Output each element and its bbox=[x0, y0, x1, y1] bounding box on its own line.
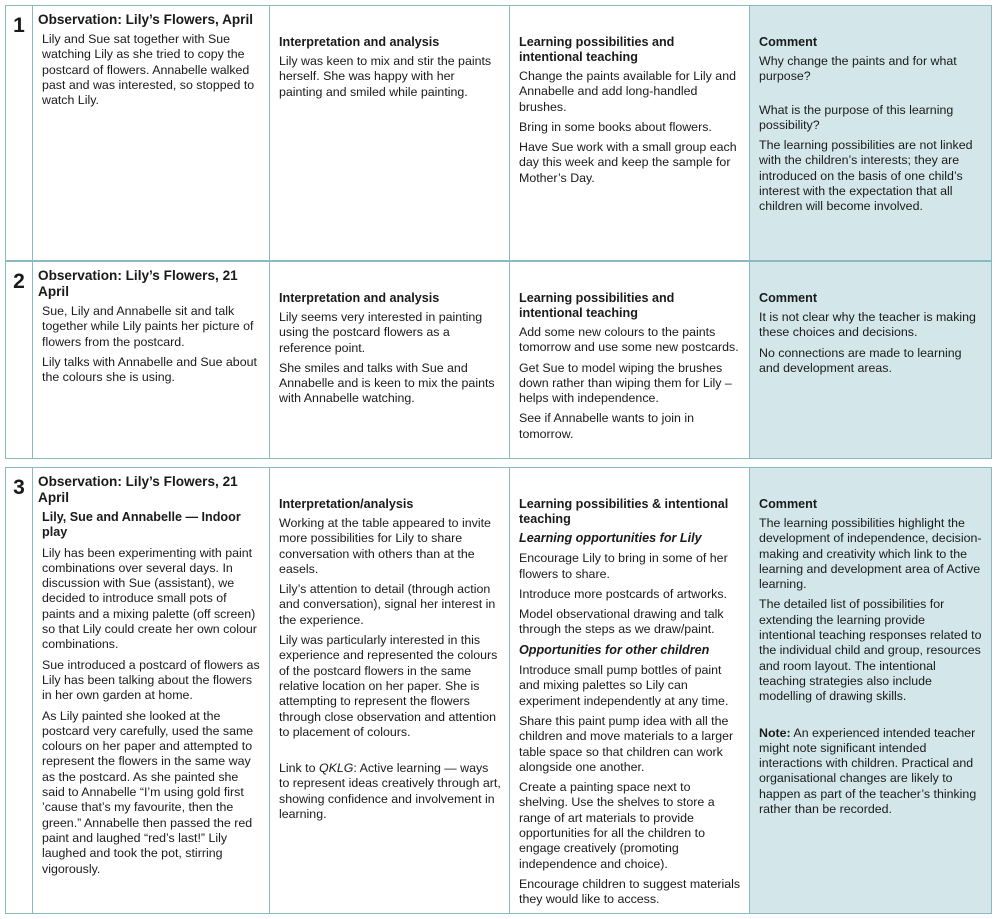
learning-text: Change the paints available for Lily and Annabelle and add long-handled brushes. bbox=[519, 69, 736, 114]
learning-text: Introduce more postcards of artworks. bbox=[519, 586, 727, 601]
interpretation-cell bbox=[270, 468, 510, 913]
learning-text: Model observational drawing and talk through the steps as we draw/paint. bbox=[519, 607, 724, 637]
comment-text: The detailed list of possibilities for extending the learning provide intentional teaching responses related to the individual child and group, resources and room layout. The intentional teaching strategies also include modelling of drawing skills. bbox=[759, 597, 982, 704]
comment-text: Why change the paints and for what purpose? bbox=[759, 54, 957, 84]
comment-note bbox=[759, 726, 983, 818]
observation-cell bbox=[33, 262, 270, 458]
observation-cell bbox=[33, 468, 270, 913]
interpretation-heading: Interpretation and analysis bbox=[279, 35, 440, 49]
learning-text: Create a painting space next to shelving. Use the shelves to store a range of art materials to provide opportunities for all the children to engage creatively (promoting independence and choice). bbox=[519, 780, 715, 871]
observation-text: Lily and Sue sat together with Sue watching Lily as she tried to copy the postcard of flowers. Annabelle walked past and was interested, so stopped to watch Lily. bbox=[42, 32, 255, 108]
learning-text: Bring in some books about flowers. bbox=[519, 119, 712, 134]
comment-text: No connections are made to learning and development areas. bbox=[759, 345, 962, 375]
interpretation-text: Lily seems very interested in painting using the postcard flowers as a reference point. bbox=[279, 310, 483, 355]
learning-text: Share this paint pump idea with all the children and move materials to a larger table space so that children can work alongside one another. bbox=[519, 713, 734, 774]
row-1 bbox=[5, 5, 992, 261]
observation-subheading: Lily, Sue and Annabelle — Indoor play bbox=[42, 510, 241, 540]
interpretation-cell bbox=[270, 262, 510, 458]
row-2 bbox=[5, 261, 992, 459]
learning-text: Introduce small pump bottles of paint and mixing palettes so Lily can experiment independently at any time. bbox=[519, 663, 729, 708]
learning-subheading: Opportunities for other children bbox=[519, 642, 710, 657]
learning-text: Have Sue work with a small group each day this week and keep the sample for Mother’s Day. bbox=[519, 140, 737, 185]
comment-cell bbox=[750, 468, 991, 913]
observation-title: Observation: Lily’s Flowers, 21 April bbox=[38, 474, 238, 505]
comment-heading: Comment bbox=[759, 497, 818, 511]
comment-cell bbox=[750, 262, 991, 458]
learning-cell bbox=[510, 6, 750, 260]
learning-cell bbox=[510, 468, 750, 913]
row-number: 3 bbox=[6, 468, 33, 913]
learning-text: Encourage children to suggest materials they would like to access. bbox=[519, 876, 741, 907]
observation-text: Sue, Lily and Annabelle sit and talk together while Lily paints her picture of flowers from the postcard. bbox=[42, 304, 254, 349]
interpretation-text: She smiles and talks with Sue and Annabelle and is keen to mix the paints with Annabelle watching. bbox=[279, 360, 495, 406]
observation-title: Observation: Lily’s Flowers, 21 April bbox=[38, 268, 238, 299]
observation-text: As Lily painted she looked at the postcard very carefully, used the same colours on her paper and attempted to represent the flowers in the same way as the postcard. As she painted she said to Annabelle “I’m using gold first ’cause that’s my favourite, then the green.” Annabelle then passed the red paint and laughed “red’s last!” Lily laughed and took the pot, stirring vigorously. bbox=[42, 708, 254, 876]
learning-text: Encourage Lily to bring in some of her flowers to share. bbox=[519, 551, 728, 581]
learning-heading: Learning possibilities and intentional teaching bbox=[519, 291, 675, 320]
qklg-link-text bbox=[279, 761, 501, 822]
interpretation-text: Lily was particularly interested in this experience and represented the colours of the postcard flowers in the same relative location on her paper. She is attempting to represent the flowers through close observation and attention to placement of colours. bbox=[279, 633, 498, 739]
learning-text: Add some new colours to the paints tomorrow and use some new postcards. bbox=[519, 325, 739, 355]
learning-text: See if Annabelle wants to join in tomorrow. bbox=[519, 411, 694, 441]
interpretation-text: Lily was keen to mix and stir the paints herself. She was happy with her painting and smiled while painting. bbox=[279, 54, 492, 99]
observation-text: Lily has been experimenting with paint combinations over several days. In discussion with Sue (assistant), we decided to introduce small pots of paints and a mixing palette (off screen) so that Lily could create her own colour combinations. bbox=[42, 545, 257, 652]
observation-text: Lily talks with Annabelle and Sue about the colours she is using. bbox=[42, 354, 257, 385]
learning-cell bbox=[510, 262, 750, 458]
row-3 bbox=[5, 467, 992, 914]
interpretation-heading: Interpretation and analysis bbox=[279, 291, 440, 305]
comment-text: The learning possibilities are not linked with the children’s interests; they are introduced on the basis of one child’s interest with the expectation that all children will become involved. bbox=[759, 138, 973, 214]
observation-cell bbox=[33, 6, 270, 260]
row-number: 1 bbox=[6, 6, 33, 260]
comment-heading: Comment bbox=[759, 291, 818, 305]
comment-text: The learning possibilities highlight the development of independence, decision-making and creativity which link to the learning and development area of Active learning. bbox=[759, 516, 982, 592]
learning-text: Get Sue to model wiping the brushes down rather than wiping them for Lily – helps with independence. bbox=[519, 360, 732, 406]
comment-cell bbox=[750, 6, 991, 260]
note-text: An experienced intended teacher might note significant intended interactions with children. Practical and organisational changes are likely to happen as part of the teacher’s thinking rather than be recorded. bbox=[759, 725, 977, 817]
link-prefix: Link to bbox=[279, 761, 319, 776]
comment-text: What is the purpose of this learning possibility? bbox=[759, 102, 954, 132]
observation-title: Observation: Lily’s Flowers, April bbox=[38, 12, 254, 27]
link-text: : Active learning — ways to represent ideas creatively through art, showing confidence and involvement in learning. bbox=[279, 761, 501, 822]
interpretation-text: Working at the table appeared to invite more possibilities for Lily to share conversation with others than at the easels. bbox=[279, 516, 491, 576]
observation-text: Sue introduced a postcard of flowers as Lily has been talking about the flowers in her own garden at home. bbox=[42, 657, 260, 703]
interpretation-text: Lily’s attention to detail (through action and conversation), signal her interest in the experience. bbox=[279, 582, 496, 627]
comment-heading: Comment bbox=[759, 35, 818, 49]
comment-text: It is not clear why the teacher is making these choices and decisions. bbox=[759, 310, 976, 340]
row-number: 2 bbox=[6, 262, 33, 458]
learning-heading: Learning possibilities and intentional teaching bbox=[519, 35, 675, 64]
interpretation-cell bbox=[270, 6, 510, 260]
interpretation-heading: Interpretation/analysis bbox=[279, 497, 414, 511]
learning-heading: Learning possibilities & intentional teaching bbox=[519, 497, 729, 526]
note-label: Note: bbox=[759, 725, 791, 740]
learning-subheading: Learning opportunities for Lily bbox=[519, 531, 702, 545]
qklg-reference: QKLG bbox=[318, 761, 354, 776]
